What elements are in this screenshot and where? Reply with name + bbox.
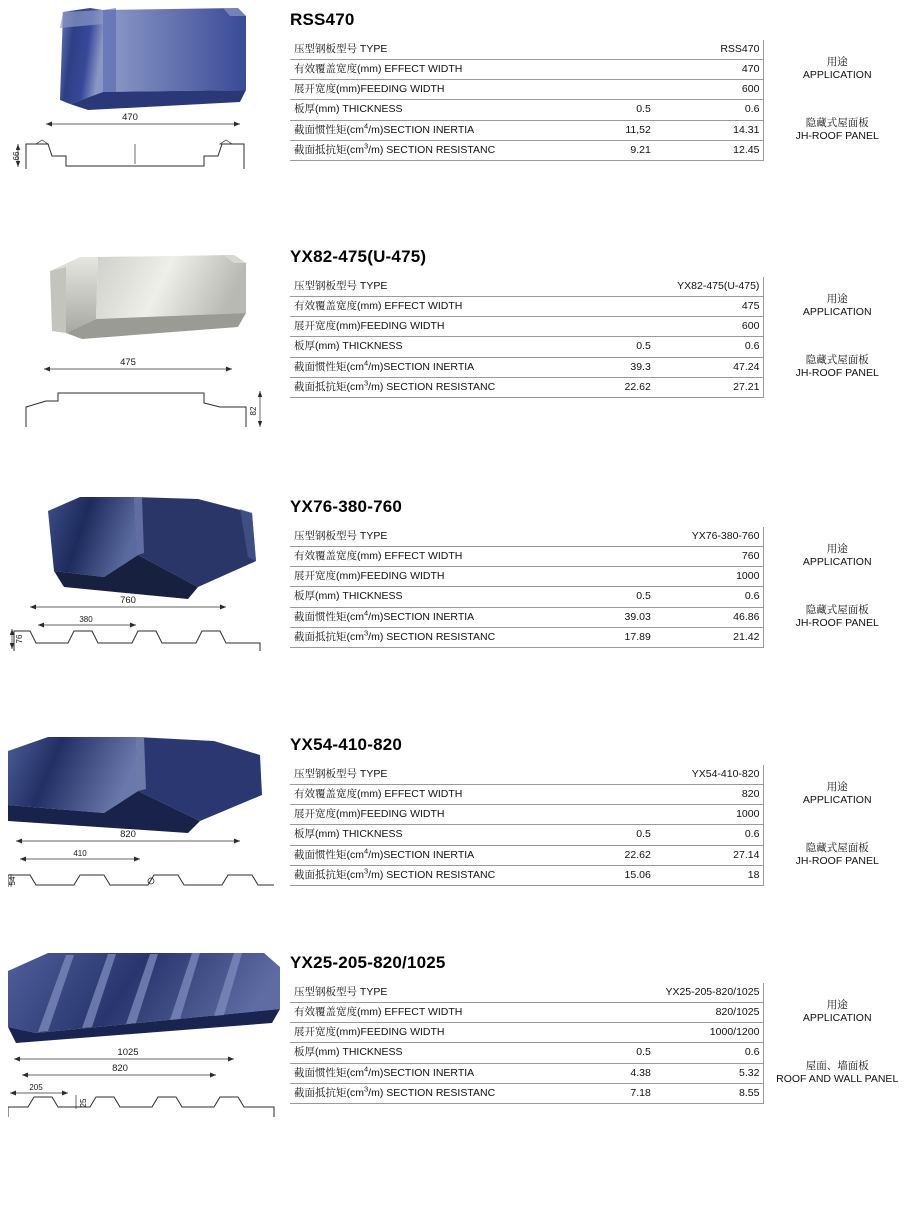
type-value: YX76-380-760 <box>655 527 764 547</box>
table-row <box>290 587 910 607</box>
label-section-inertia: 截面惯性矩$(cm^4/m)SECTION$ INERTIA <box>290 607 546 627</box>
figure-height-label: 82 <box>249 406 258 416</box>
effect-width-value: 820 <box>655 785 764 805</box>
table-row <box>290 337 910 357</box>
label-section-inertia: 截面惯性矩$(cm^4/m)SECTION$ INERTIA <box>290 1063 546 1083</box>
label-effect-width: 有效覆盖宽度(mm) EFFECT WIDTH <box>290 60 546 80</box>
inertia-value-2: 27.14 <box>655 845 764 865</box>
application-header <box>764 40 910 100</box>
thickness-value-1: 0.5 <box>546 825 655 845</box>
product-figure <box>8 491 290 671</box>
product-figure <box>8 947 290 1127</box>
product-block <box>0 241 920 441</box>
figure-height-label: 25 <box>79 1098 88 1108</box>
label-type: 压型钢板型号 TYPE <box>290 765 546 785</box>
product-block <box>0 947 920 1127</box>
label-section-resistance: 截面抵抗矩$(cm^3/m)$ SECTION RESISTANC <box>290 627 546 647</box>
resist-value-2: 12.45 <box>655 140 764 160</box>
type-value: RSS470 <box>655 40 764 60</box>
figure-width-label: 820 <box>120 829 136 840</box>
table-row <box>290 100 910 120</box>
product-figure <box>8 4 290 179</box>
application-cn-header: 用途 <box>826 56 848 69</box>
resist-value-2: 27.21 <box>655 377 764 397</box>
figure-sub-label: 380 <box>79 615 93 624</box>
label-feeding-width: 展开宽度(mm)FEEDING WIDTH <box>290 805 546 825</box>
application-value <box>764 1043 910 1103</box>
feeding-width-value: 1000 <box>655 567 764 587</box>
thickness-value-1: 0.5 <box>546 1043 655 1063</box>
label-effect-width: 有效覆盖宽度(mm) EFFECT WIDTH <box>290 297 546 317</box>
type-value: YX82-475(U-475) <box>655 277 764 297</box>
product-block <box>0 729 920 899</box>
resist-value-1: 17.89 <box>546 627 655 647</box>
thickness-value-2: 0.6 <box>655 100 764 120</box>
table-row <box>290 765 910 785</box>
resist-value-1: 7.18 <box>546 1083 655 1103</box>
feeding-width-value: 600 <box>655 317 764 337</box>
inertia-value-2: 14.31 <box>655 120 764 140</box>
label-type: 压型钢板型号 TYPE <box>290 40 546 60</box>
application-en-header: APPLICATION <box>802 306 872 319</box>
inertia-value-1: 39.03 <box>546 607 655 627</box>
type-value: YX25-205-820/1025 <box>655 983 764 1003</box>
table-row <box>290 825 910 845</box>
application-value <box>764 587 910 647</box>
application-cn-header: 用途 <box>826 543 848 556</box>
product-title: YX82-475(U-475) <box>290 247 427 266</box>
product-title: YX76-380-760 <box>290 497 403 516</box>
table-row <box>290 983 910 1003</box>
application-en: JH-ROOF PANEL <box>795 617 879 630</box>
application-header <box>764 527 910 587</box>
figure-sub-label: 410 <box>73 849 87 858</box>
label-section-resistance: 截面抵抗矩$(cm^3/m)$ SECTION RESISTANC <box>290 140 546 160</box>
label-thickness: 板厚(mm) THICKNESS <box>290 587 546 607</box>
panel-illustration-yx76 <box>8 491 290 671</box>
panel-illustration-rss470 <box>8 4 290 179</box>
application-cn: 隐藏式屋面板 <box>805 603 869 616</box>
thickness-value-1: 0.5 <box>546 100 655 120</box>
label-section-resistance: 截面抵抗矩$(cm^3/m)$ SECTION RESISTANC <box>290 865 546 885</box>
effect-width-value: 475 <box>655 297 764 317</box>
label-thickness: 板厚(mm) THICKNESS <box>290 100 546 120</box>
inertia-value-1: 39.3 <box>546 357 655 377</box>
label-thickness: 板厚(mm) THICKNESS <box>290 337 546 357</box>
label-type: 压型钢板型号 TYPE <box>290 277 546 297</box>
product-figure <box>8 729 290 899</box>
figure-height-label: 66 <box>12 151 21 161</box>
product-info <box>290 4 920 161</box>
figure-third-label: 205 <box>29 1083 43 1092</box>
inertia-value-1: 4.38 <box>546 1063 655 1083</box>
spec-table <box>290 277 910 398</box>
label-section-resistance: 截面抵抗矩$(cm^3/m)$ SECTION RESISTANC <box>290 1083 546 1103</box>
feeding-width-value: 1000 <box>655 805 764 825</box>
thickness-value-2: 0.6 <box>655 587 764 607</box>
label-section-inertia: 截面惯性矩$(cm^4/m)SECTION$ INERTIA <box>290 845 546 865</box>
product-title: RSS470 <box>290 10 355 29</box>
table-row <box>290 1043 910 1063</box>
application-cn-header: 用途 <box>826 781 848 794</box>
resist-value-2: 18 <box>655 865 764 885</box>
product-block <box>0 4 920 179</box>
spec-table <box>290 40 910 161</box>
product-info <box>290 947 920 1104</box>
table-row <box>290 40 910 60</box>
label-feeding-width: 展开宽度(mm)FEEDING WIDTH <box>290 317 546 337</box>
product-info <box>290 241 920 398</box>
feeding-width-value: 1000/1200 <box>655 1023 764 1043</box>
table-row <box>290 277 910 297</box>
application-en-header: APPLICATION <box>802 69 872 82</box>
application-header <box>764 983 910 1043</box>
figure-width-label: 1025 <box>117 1047 139 1058</box>
label-feeding-width: 展开宽度(mm)FEEDING WIDTH <box>290 567 546 587</box>
inertia-value-1: 11,52 <box>546 120 655 140</box>
application-en-header: APPLICATION <box>802 1012 872 1025</box>
panel-illustration-yx54 <box>8 729 290 899</box>
label-effect-width: 有效覆盖宽度(mm) EFFECT WIDTH <box>290 785 546 805</box>
application-cn-header: 用途 <box>826 293 848 306</box>
resist-value-1: 22.62 <box>546 377 655 397</box>
application-cn: 隐藏式屋面板 <box>805 353 869 366</box>
resist-value-1: 15.06 <box>546 865 655 885</box>
application-cn-header: 用途 <box>826 999 848 1012</box>
figure-width-label: 475 <box>120 357 136 368</box>
application-en: JH-ROOF PANEL <box>795 855 879 868</box>
application-en: JH-ROOF PANEL <box>795 367 879 380</box>
label-type: 压型钢板型号 TYPE <box>290 983 546 1003</box>
label-section-inertia: 截面惯性矩$(cm^4/m)SECTION$ INERTIA <box>290 120 546 140</box>
thickness-value-2: 0.6 <box>655 1043 764 1063</box>
effect-width-value: 820/1025 <box>655 1003 764 1023</box>
figure-height-label: 54 <box>8 876 17 886</box>
application-value <box>764 825 910 885</box>
resist-value-1: 9.21 <box>546 140 655 160</box>
product-info <box>290 491 920 648</box>
application-cn: 屋面、墙面板 <box>805 1059 869 1072</box>
table-row <box>290 527 910 547</box>
catalog-page <box>0 4 920 1206</box>
spec-table <box>290 527 910 648</box>
application-value <box>764 100 910 160</box>
application-header <box>764 765 910 825</box>
application-en: JH-ROOF PANEL <box>795 130 879 143</box>
application-value <box>764 337 910 397</box>
figure-height-label: 76 <box>15 634 24 644</box>
inertia-value-1: 22.62 <box>546 845 655 865</box>
label-thickness: 板厚(mm) THICKNESS <box>290 1043 546 1063</box>
type-value-blank <box>546 40 655 60</box>
label-thickness: 板厚(mm) THICKNESS <box>290 825 546 845</box>
product-info <box>290 729 920 886</box>
application-header <box>764 277 910 337</box>
product-figure <box>8 241 290 441</box>
label-section-resistance: 截面抵抗矩$(cm^3/m)$ SECTION RESISTANC <box>290 377 546 397</box>
resist-value-2: 21.42 <box>655 627 764 647</box>
label-type: 压型钢板型号 TYPE <box>290 527 546 547</box>
effect-width-value: 470 <box>655 60 764 80</box>
inertia-value-2: 46.86 <box>655 607 764 627</box>
panel-illustration-yx25 <box>8 947 290 1127</box>
application-cn: 隐藏式屋面板 <box>805 841 869 854</box>
product-title: YX54-410-820 <box>290 735 403 754</box>
type-value: YX54-410-820 <box>655 765 764 785</box>
thickness-value-1: 0.5 <box>546 337 655 357</box>
thickness-value-1: 0.5 <box>546 587 655 607</box>
label-effect-width: 有效覆盖宽度(mm) EFFECT WIDTH <box>290 1003 546 1023</box>
resist-value-2: 8.55 <box>655 1083 764 1103</box>
label-feeding-width: 展开宽度(mm)FEEDING WIDTH <box>290 80 546 100</box>
application-en: ROOF AND WALL PANEL <box>776 1073 899 1086</box>
product-title: YX25-205-820/1025 <box>290 953 446 972</box>
spec-table <box>290 983 910 1104</box>
figure-sub-label: 820 <box>112 1063 128 1074</box>
inertia-value-2: 5.32 <box>655 1063 764 1083</box>
thickness-value-2: 0.6 <box>655 825 764 845</box>
application-cn: 隐藏式屋面板 <box>805 116 869 129</box>
effect-width-value: 760 <box>655 547 764 567</box>
label-section-inertia: 截面惯性矩$(cm^4/m)SECTION$ INERTIA <box>290 357 546 377</box>
spec-table <box>290 765 910 886</box>
application-en-header: APPLICATION <box>802 794 872 807</box>
product-block <box>0 491 920 671</box>
application-en-header: APPLICATION <box>802 556 872 569</box>
thickness-value-2: 0.6 <box>655 337 764 357</box>
panel-illustration-yx82 <box>8 241 290 441</box>
inertia-value-2: 47.24 <box>655 357 764 377</box>
figure-width-label: 470 <box>122 112 138 123</box>
label-feeding-width: 展开宽度(mm)FEEDING WIDTH <box>290 1023 546 1043</box>
label-effect-width: 有效覆盖宽度(mm) EFFECT WIDTH <box>290 547 546 567</box>
figure-width-label: 760 <box>120 595 136 606</box>
feeding-width-value: 600 <box>655 80 764 100</box>
